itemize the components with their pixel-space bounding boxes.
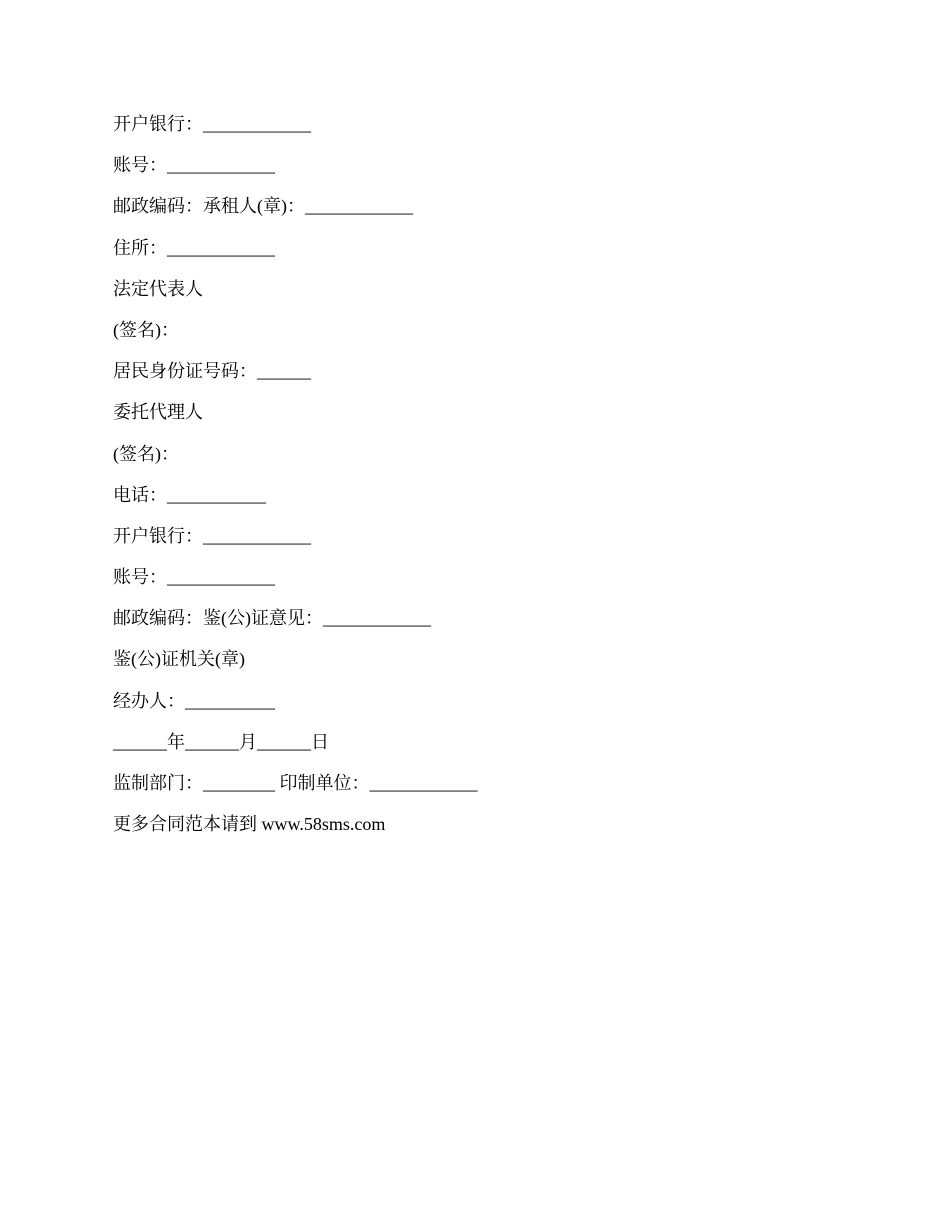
bank-line-2: 开户银行：____________ [113,525,311,546]
supervisor-printer-line: 监制部门：________ 印制单位：____________ [113,773,478,793]
address-line: 住所：____________ [113,237,275,258]
legal-representative-line: 法定代表人 [113,278,203,299]
id-number-line: 居民身份证号码：______ [113,361,311,382]
signature-line-1: (签名)： [113,319,179,340]
notary-office-line: 鉴(公)证机关(章) [113,649,245,670]
agent-line: 委托代理人 [113,402,203,423]
account-line-1: 账号：____________ [113,155,275,176]
bank-line-1: 开户银行：____________ [113,114,311,134]
phone-line: 电话：___________ [113,484,266,505]
signature-line-2: (签名)： [113,443,179,464]
account-line-2: 账号：____________ [113,567,275,588]
postcode-lessee-line: 邮政编码：承租人(章)：____________ [113,196,413,217]
footer-website-line: 更多合同范本请到 www.58sms.com [113,814,386,835]
postcode-notary-opinion-line: 邮政编码：鉴(公)证意见：____________ [113,608,431,629]
document-body [113,104,873,845]
handler-line: 经办人：__________ [113,690,275,711]
date-line: ______年______月______日 [113,731,329,752]
